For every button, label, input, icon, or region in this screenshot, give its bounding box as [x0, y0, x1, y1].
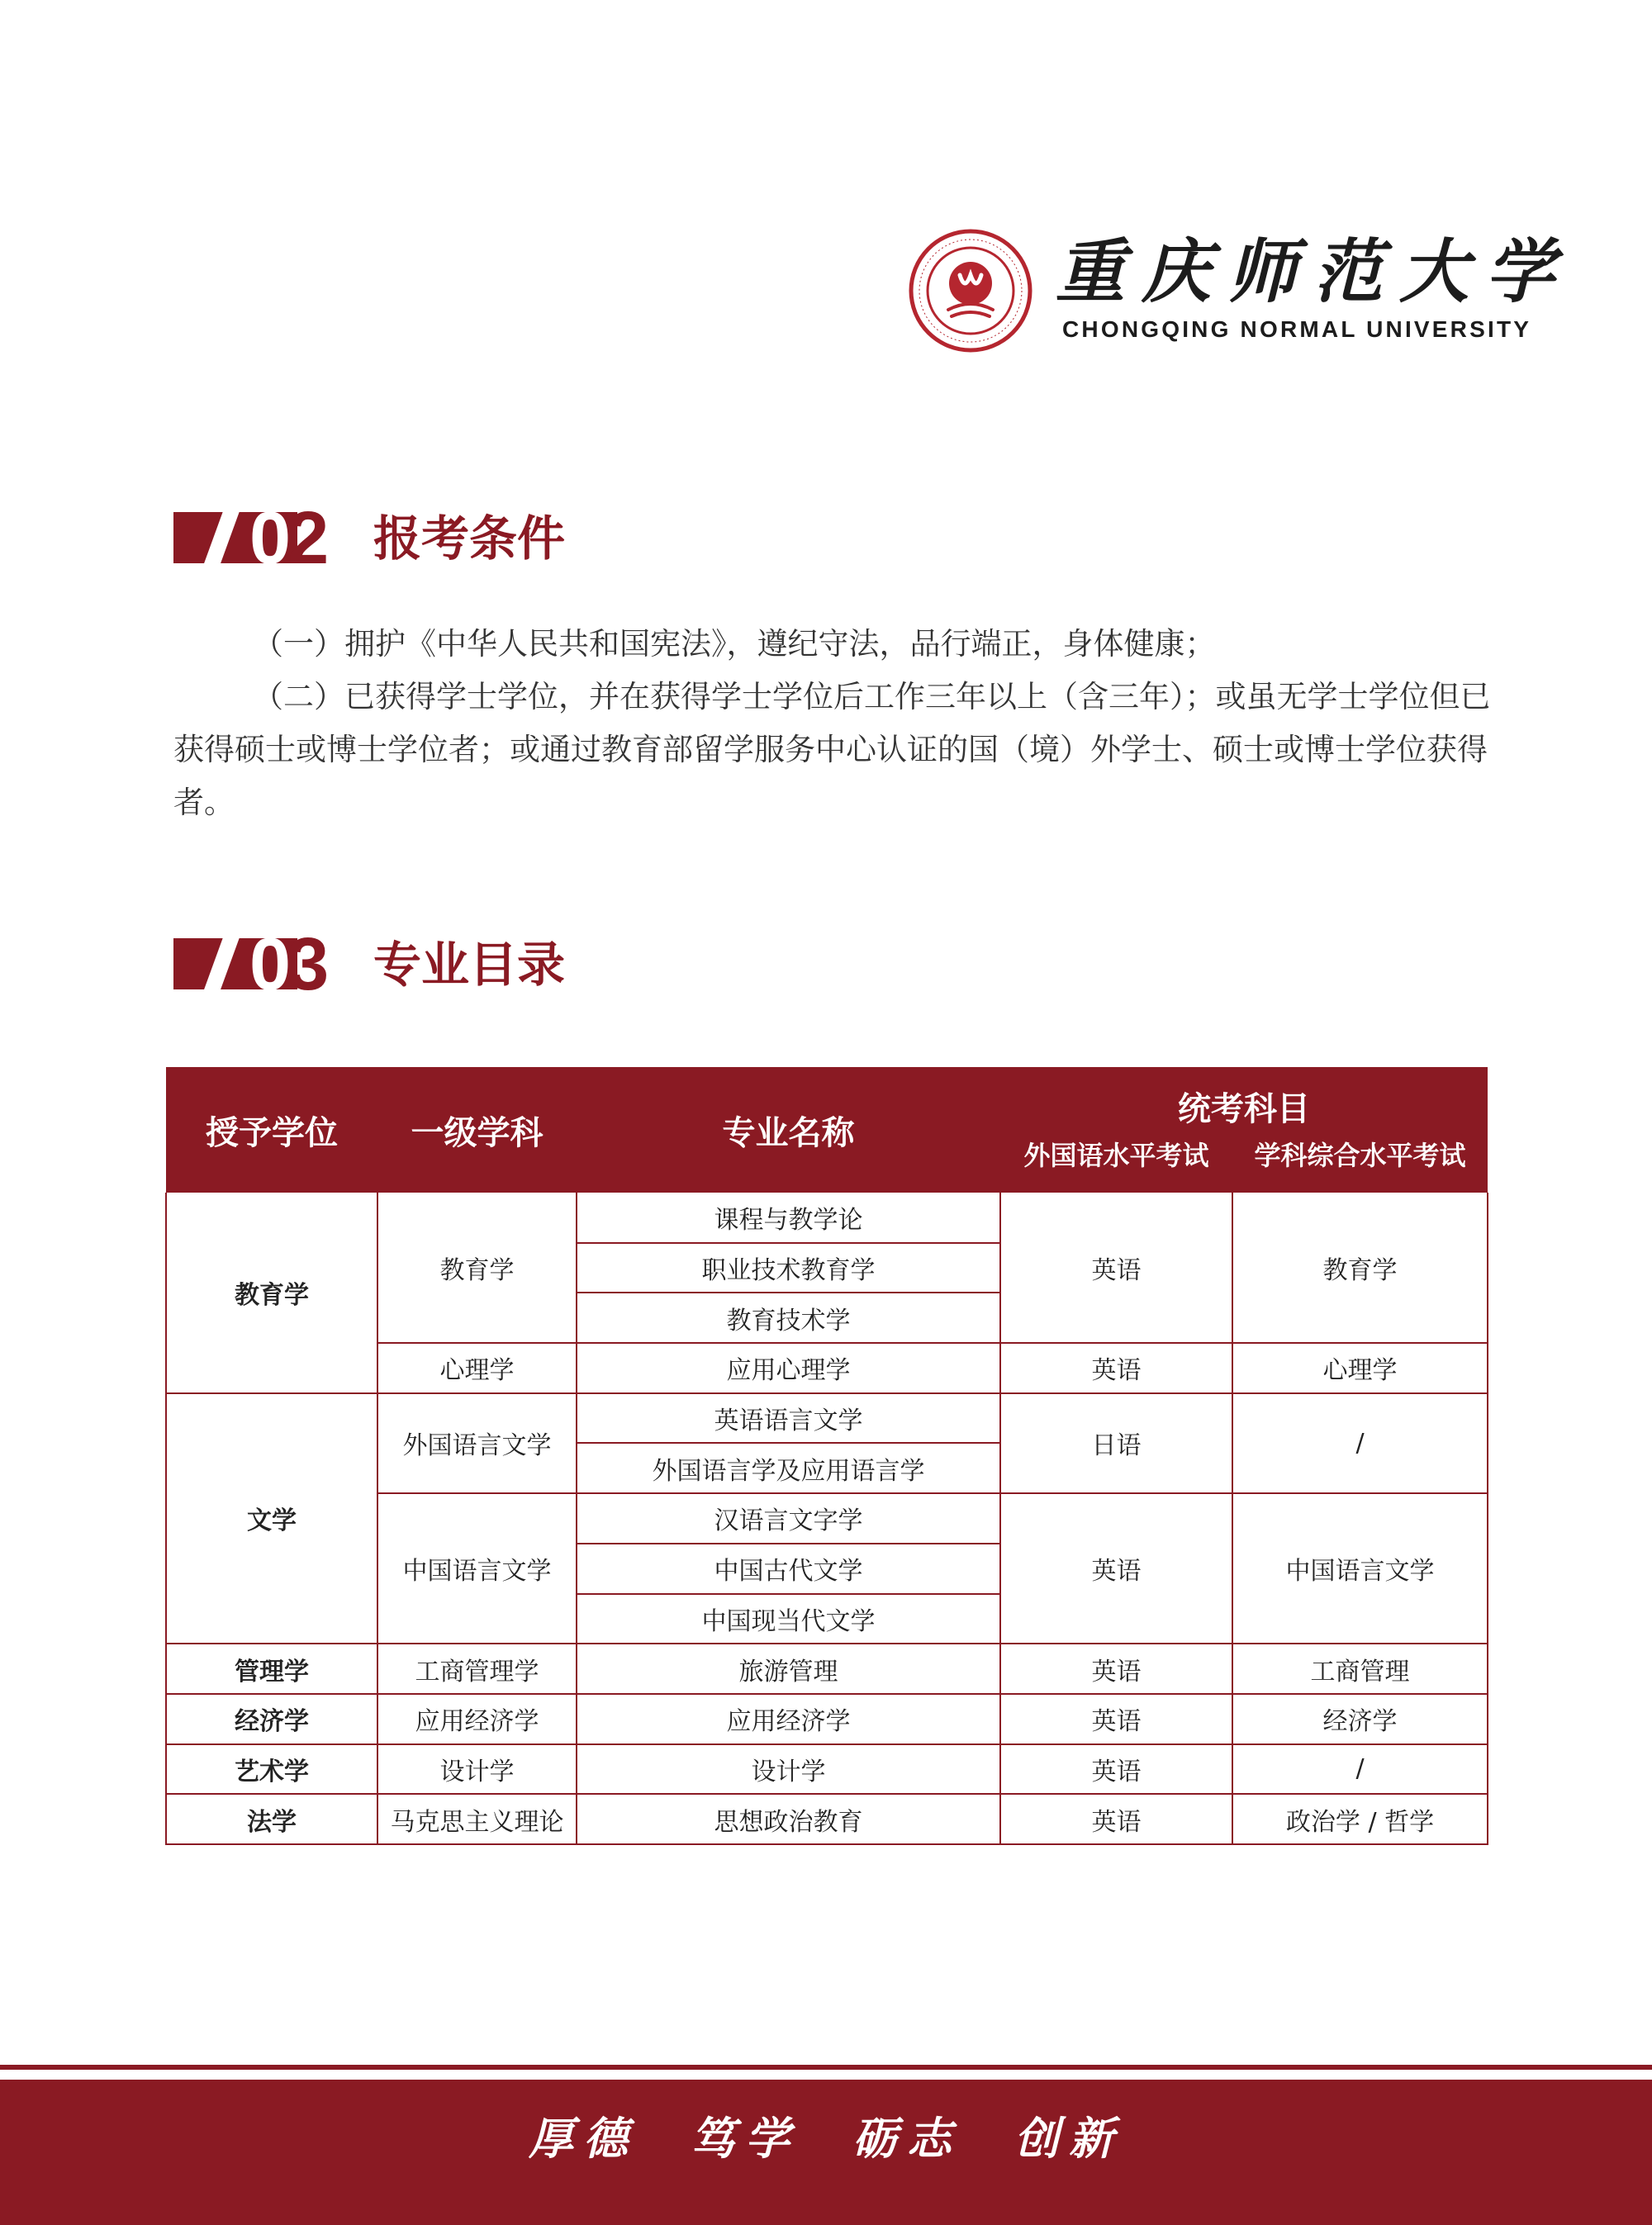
footer-divider [0, 2065, 1652, 2070]
section-heading-conditions [173, 497, 752, 580]
cell-foreign-language: 英语 [1000, 1193, 1232, 1343]
cell-discipline: 外国语言文学 [377, 1393, 577, 1493]
cell-degree: 文学 [166, 1393, 377, 1644]
cell-degree: 教育学 [166, 1193, 377, 1393]
table-row [166, 1393, 1488, 1444]
section-number: 02 [249, 497, 326, 580]
cell-major: 应用经济学 [577, 1694, 1000, 1744]
cell-subject-exam: 工商管理 [1232, 1644, 1488, 1694]
cell-discipline: 中国语言文学 [377, 1493, 577, 1644]
cell-major: 职业技术教育学 [577, 1243, 1000, 1293]
cell-major: 旅游管理 [577, 1644, 1000, 1694]
university-logo [909, 227, 1572, 351]
major-catalog-table [165, 1067, 1488, 1845]
header-degree: 授予学位 [166, 1067, 377, 1193]
cell-degree: 管理学 [166, 1644, 377, 1694]
cell-discipline: 设计学 [377, 1744, 577, 1795]
conditions-text [173, 618, 1495, 829]
cell-discipline: 工商管理学 [377, 1644, 577, 1694]
motto-word: 厚德 [529, 2111, 638, 2165]
section-title: 报考条件 [373, 510, 566, 567]
cell-subject-exam: / [1232, 1393, 1488, 1493]
header-foreign-language-exam: 外国语水平考试 [1000, 1135, 1232, 1193]
cell-major: 设计学 [577, 1744, 1000, 1795]
cell-foreign-language: 英语 [1000, 1744, 1232, 1795]
cell-subject-exam: 中国语言文学 [1232, 1493, 1488, 1644]
cell-foreign-language: 英语 [1000, 1694, 1232, 1744]
cell-foreign-language: 英语 [1000, 1794, 1232, 1844]
cell-major: 外国语言学及应用语言学 [577, 1443, 1000, 1493]
cell-major: 中国古代文学 [577, 1544, 1000, 1594]
cell-major: 应用心理学 [577, 1343, 1000, 1393]
table-row [166, 1794, 1488, 1844]
university-seal-icon [909, 229, 1032, 353]
cell-subject-exam: / [1232, 1744, 1488, 1795]
cell-foreign-language: 日语 [1000, 1393, 1232, 1493]
cell-degree: 法学 [166, 1794, 377, 1844]
table-row [166, 1694, 1488, 1744]
cell-major: 课程与教学论 [577, 1193, 1000, 1243]
cell-discipline: 应用经济学 [377, 1694, 577, 1744]
cell-degree: 艺术学 [166, 1744, 377, 1795]
cell-subject-exam: 政治学 / 哲学 [1232, 1794, 1488, 1844]
cell-major: 思想政治教育 [577, 1794, 1000, 1844]
cell-major: 教育技术学 [577, 1293, 1000, 1343]
header-major: 专业名称 [577, 1067, 1000, 1193]
university-name-en: CHONGQING NORMAL UNIVERSITY [1062, 316, 1532, 342]
cell-subject-exam: 经济学 [1232, 1694, 1488, 1744]
cell-discipline: 教育学 [377, 1193, 577, 1343]
cell-degree: 经济学 [166, 1694, 377, 1744]
cell-major: 汉语言文字学 [577, 1493, 1000, 1544]
header-unified-exam: 统考科目 [1000, 1067, 1488, 1135]
condition-paragraph: （一）拥护《中华人民共和国宪法》，遵纪守法，品行端正，身体健康； [253, 626, 1216, 662]
cell-discipline: 马克思主义理论 [377, 1794, 577, 1844]
condition-paragraph: （二）已获得学士学位，并在获得学士学位后工作三年以上（含三年）；或虽无学士学位但已获得硕士或博士学位者；或通过教育部留学服务中心认证的国（境）外学士、硕士或博士学位获得者。 [173, 679, 1491, 820]
table-row [166, 1644, 1488, 1694]
cell-major: 英语语言文学 [577, 1393, 1000, 1444]
cell-discipline: 心理学 [377, 1343, 577, 1393]
motto-word: 笃学 [691, 2111, 800, 2165]
cell-major: 中国现当代文学 [577, 1594, 1000, 1644]
section-number: 03 [249, 923, 326, 1006]
cell-foreign-language: 英语 [1000, 1493, 1232, 1644]
university-name-cn: 重庆师范大学 [1056, 230, 1572, 312]
section-heading-catalog [173, 923, 752, 1006]
table-row [166, 1193, 1488, 1243]
table-row [166, 1744, 1488, 1795]
motto-word: 砺志 [852, 2111, 961, 2165]
cell-subject-exam: 心理学 [1232, 1343, 1488, 1393]
header-discipline: 一级学科 [377, 1067, 577, 1193]
footer-banner [0, 2080, 1652, 2225]
cell-foreign-language: 英语 [1000, 1644, 1232, 1694]
cell-foreign-language: 英语 [1000, 1343, 1232, 1393]
university-motto [0, 2080, 1652, 2190]
cell-subject-exam: 教育学 [1232, 1193, 1488, 1343]
motto-word: 创新 [1014, 2111, 1123, 2165]
header-subject-exam: 学科综合水平考试 [1232, 1135, 1488, 1193]
section-title: 专业目录 [373, 937, 566, 993]
